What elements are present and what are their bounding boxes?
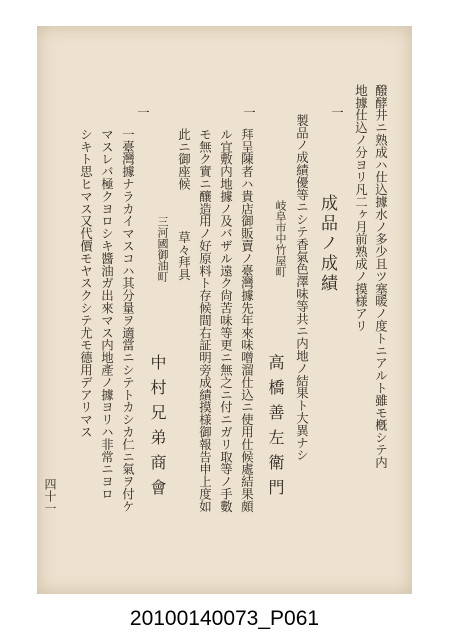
text-column: ル宜敷内地據ノ及バザル遠ク尙苦味等更ニ無之ニ付ニガリ取等ノ手數 bbox=[218, 128, 234, 513]
document-page bbox=[37, 26, 412, 594]
text-column: 地據仕込ノ分ヨリ凡二ヶ月前熟成ノ摸様アリ bbox=[353, 84, 369, 332]
text-column: 此ニ御座候 bbox=[176, 128, 192, 190]
text-column: 一臺灣據ナラカイマスコハ其分量ヲ適當ニシテトカシカ仁ニ氣ヲ付ケ bbox=[120, 128, 136, 513]
signatory-name: 高橋善左衛門 bbox=[266, 354, 285, 504]
item-marker: 一 bbox=[329, 106, 345, 119]
signatory-name: 中村兄弟商會 bbox=[148, 354, 167, 504]
signatory-address: 三河國御油町 bbox=[156, 216, 169, 282]
text-column: 拜呈陳者ハ貴店御販賣ノ臺灣據先年來味噌溜仕込ニ使用仕候處結果頗 bbox=[239, 128, 255, 513]
closing-text: 草々拜具 bbox=[176, 231, 192, 281]
text-column: 製品ノ成績優等ニシテ香氣色澤味等共ニ内地ノ結果ト大異ナシ bbox=[294, 114, 310, 462]
text-column: モ無ク實ニ釀造用ノ好原料ト存候間右証明旁成績摸様御報告申上度如 bbox=[197, 128, 213, 513]
text-column: 醱酵井ニ熟成ハ仕込據水ノ多少且ツ塞暖ノ度トニアルト雖モ槪シテ内 bbox=[373, 84, 389, 469]
text-column: シキト思ヒマス又代價モヤスクシテ尤モ德用デアリマス bbox=[78, 128, 94, 438]
section-heading: 成品ノ成績 bbox=[317, 194, 337, 294]
signatory-address: 岐阜市中竹屋町 bbox=[274, 200, 287, 277]
catalog-id: 20100140073_P061 bbox=[129, 607, 320, 630]
item-marker: 一 bbox=[241, 106, 257, 119]
page-number: 四十一 bbox=[43, 478, 57, 514]
item-marker: 一 bbox=[135, 106, 151, 119]
text-column: マスレバ極クヨロシキ醬油ガ出來マス内地產ノ據ヨリハ非常ニヨロ bbox=[99, 128, 115, 500]
